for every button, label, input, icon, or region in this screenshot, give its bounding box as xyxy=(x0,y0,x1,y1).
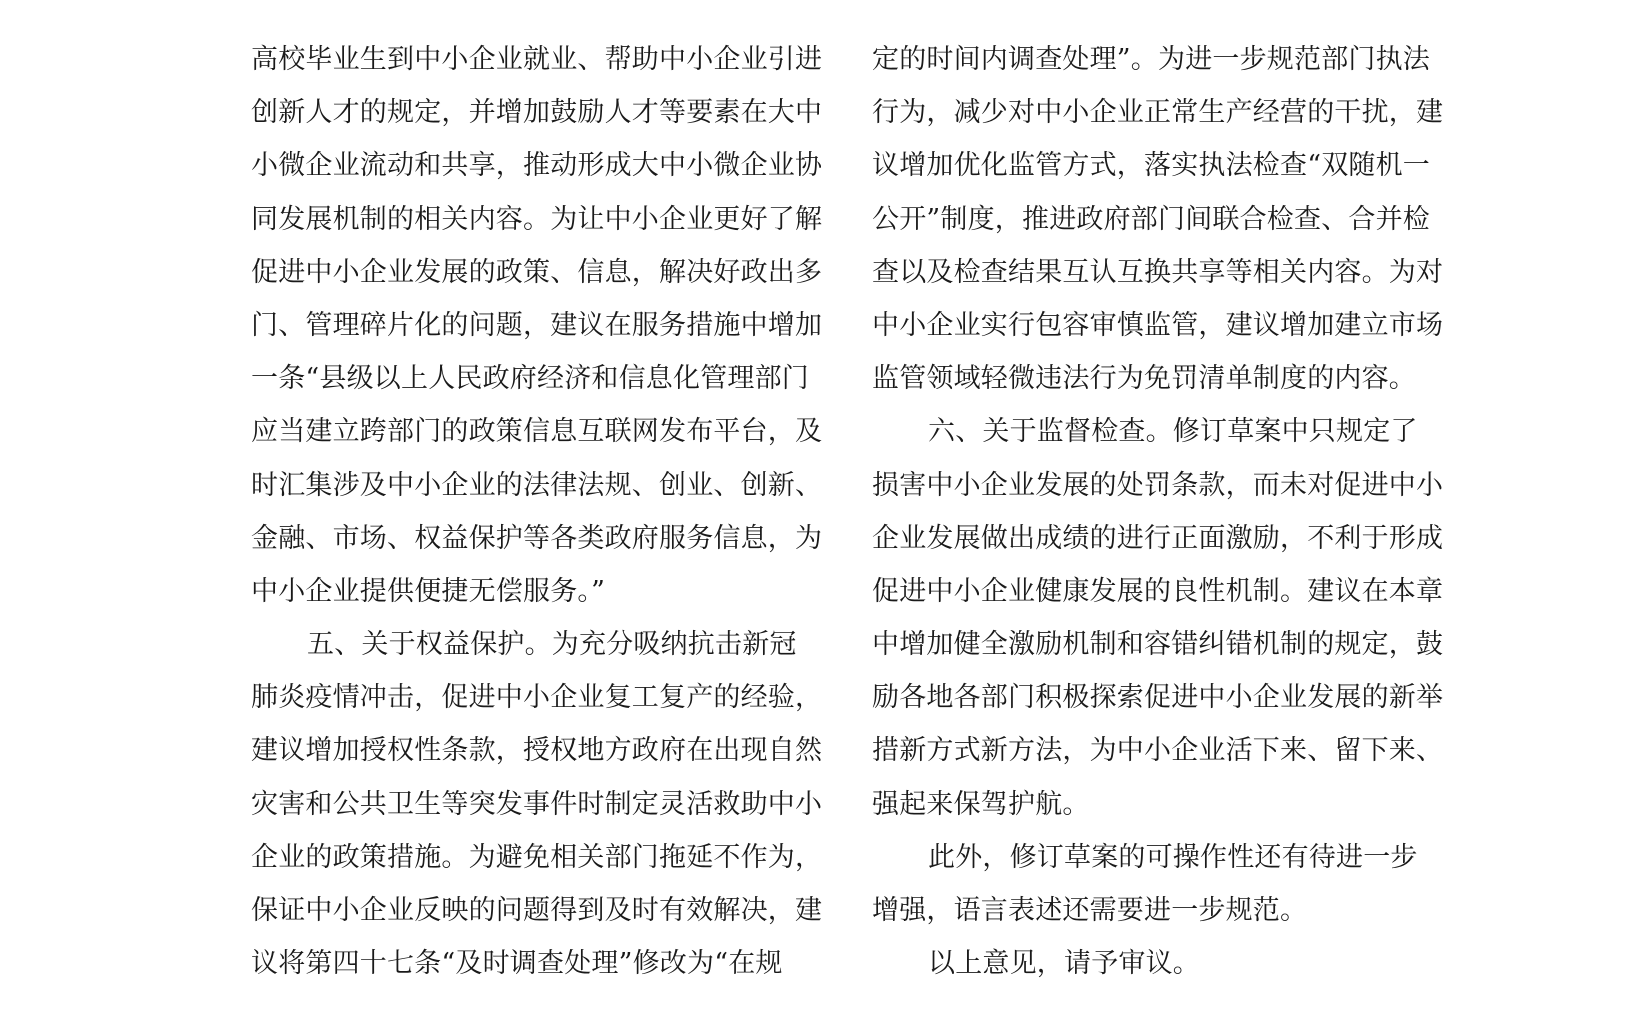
text-line: 定的时间内调查处理”。为进一步规范部门执法 xyxy=(872,44,1431,75)
text-line: 促进中小企业发展的政策、信息，解决好政出多 xyxy=(251,256,823,288)
text-line: 中小企业实行包容审慎监管，建议增加建立市场 xyxy=(872,309,1444,341)
text-line: 肺炎疫情冲击，促进中小企业复工复产的经验， xyxy=(251,682,823,714)
text-line: 应当建立跨部门的政策信息互联网发布平台，及 xyxy=(251,416,823,448)
text-line: 同发展机制的相关内容。为让中小企业更好了解 xyxy=(251,203,823,235)
text-line: 一条“县级以上人民政府经济和信息化管理部门 xyxy=(251,363,810,395)
text-line: 促进中小企业健康发展的良性机制。建议在本章 xyxy=(872,575,1444,607)
text-line: 中小企业提供便捷无偿服务。” xyxy=(251,575,606,607)
text-line: 措新方式新方法，为中小企业活下来、留下来、 xyxy=(872,735,1444,767)
text-line: 门、管理碎片化的问题，建议在服务措施中增加 xyxy=(251,309,823,341)
text-line: 企业的政策措施。为避免相关部门拖延不作为， xyxy=(251,841,823,873)
text-line: 创新人才的规定，并增加鼓励人才等要素在大中 xyxy=(251,97,823,129)
text-line: 高校毕业生到中小企业就业、帮助中小企业引进 xyxy=(251,44,823,75)
text-line: 灾害和公共卫生等突发事件时制定灵活救助中小 xyxy=(251,788,823,820)
text-line: 保证中小企业反映的问题得到及时有效解决，建 xyxy=(251,895,823,926)
text-line: 强起来保驾护航。 xyxy=(872,788,1090,820)
text-line: 建议增加授权性条款，授权地方政府在出现自然 xyxy=(251,735,823,767)
text-line: 小微企业流动和共享，推动形成大中小微企业协 xyxy=(251,150,823,182)
text-line: 此外，修订草案的可操作性还有待进一步 xyxy=(928,841,1418,873)
text-line: 增强，语言表述还需要进一步规范。 xyxy=(872,895,1308,926)
text-line: 以上意见，请予审议。 xyxy=(928,948,1200,980)
text-line: 监管领域轻微违法行为免罚清单制度的内容。 xyxy=(872,363,1416,395)
left-text-column xyxy=(251,33,823,990)
text-line: 时汇集涉及中小企业的法律法规、创业、创新、 xyxy=(251,469,823,501)
text-line: 查以及检查结果互认互换共享等相关内容。为对 xyxy=(872,256,1444,288)
text-line: 企业发展做出成绩的进行正面激励，不利于形成 xyxy=(872,522,1444,554)
text-line: 五、关于权益保护。为充分吸纳抗击新冠 xyxy=(307,629,797,661)
text-line: 议增加优化监管方式，落实执法检查“双随机一 xyxy=(872,150,1431,182)
text-line: 金融、市场、权益保护等各类政府服务信息，为 xyxy=(251,522,823,554)
right-text-column xyxy=(872,33,1444,990)
text-line: 六、关于监督检查。修订草案中只规定了 xyxy=(928,416,1418,448)
text-line: 行为，减少对中小企业正常生产经营的干扰，建 xyxy=(872,97,1444,129)
text-line: 损害中小企业发展的处罚条款，而未对促进中小 xyxy=(872,469,1444,501)
text-line: 励各地各部门积极探索促进中小企业发展的新举 xyxy=(872,682,1444,714)
text-line: 议将第四十七条“及时调查处理”修改为“在规 xyxy=(251,948,783,980)
text-line: 中增加健全激励机制和容错纠错机制的规定，鼓 xyxy=(872,629,1444,661)
text-line: 公开”制度，推进政府部门间联合检查、合并检 xyxy=(872,203,1431,235)
